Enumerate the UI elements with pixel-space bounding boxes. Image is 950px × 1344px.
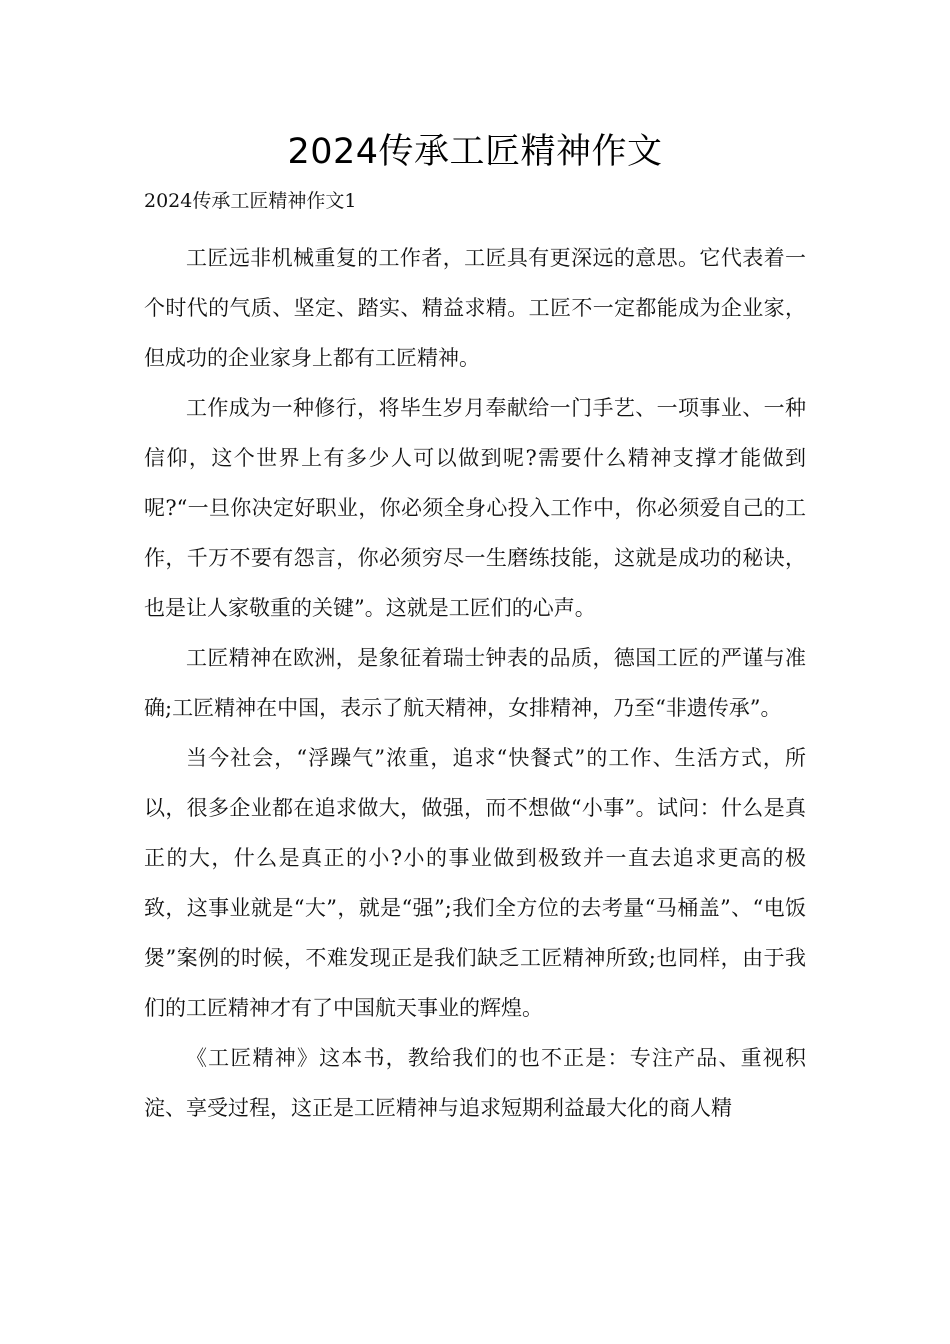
document-subtitle: 2024传承工匠精神作文1 xyxy=(144,190,357,212)
body-paragraph: 《工匠精神》这本书，教给我们的也不正是：专注产品、重视积淀、享受过程，这正是工匠精神与追求短期利益最大化的商人精 xyxy=(144,1046,806,1120)
body-paragraph: 工作成为一种修行，将毕生岁月奉献给一门手艺、一项事业、一种信仰，这个世界上有多少人可以做到呢?需要什么精神支撑才能做到呢?“一旦你决定好职业，你必须全身心投入工作中，你必须爱自己的工作，千万不要有怨言，你必须穷尽一生磨练技能，这就是成功的秘诀，也是让人家敬重的关键”。这就是工匠们的心声。 xyxy=(144,396,806,620)
document-body xyxy=(144,233,806,1133)
body-paragraph: 当今社会，“浮躁气”浓重，追求“快餐式”的工作、生活方式，所以，很多企业都在追求做大，做强，而不想做“小事”。试问：什么是真正的大，什么是真正的小?小的事业做到极致并一直去追求更高的极致，这事业就是“大”，就是“强”;我们全方位的去考量“马桶盖”、“电饭煲”案例的时候，不难发现正是我们缺乏工匠精神所致;也同样，由于我们的工匠精神才有了中国航天事业的辉煌。 xyxy=(144,746,806,1020)
body-paragraph: 工匠远非机械重复的工作者，工匠具有更深远的意思。它代表着一个时代的气质、坚定、踏实、精益求精。工匠不一定都能成为企业家，但成功的企业家身上都有工匠精神。 xyxy=(144,246,806,370)
document-title: 2024传承工匠精神作文 xyxy=(287,132,663,172)
body-paragraph: 工匠精神在欧洲，是象征着瑞士钟表的品质，德国工匠的严谨与准确;工匠精神在中国，表示了航天精神，女排精神，乃至“非遗传承”。 xyxy=(144,646,806,720)
